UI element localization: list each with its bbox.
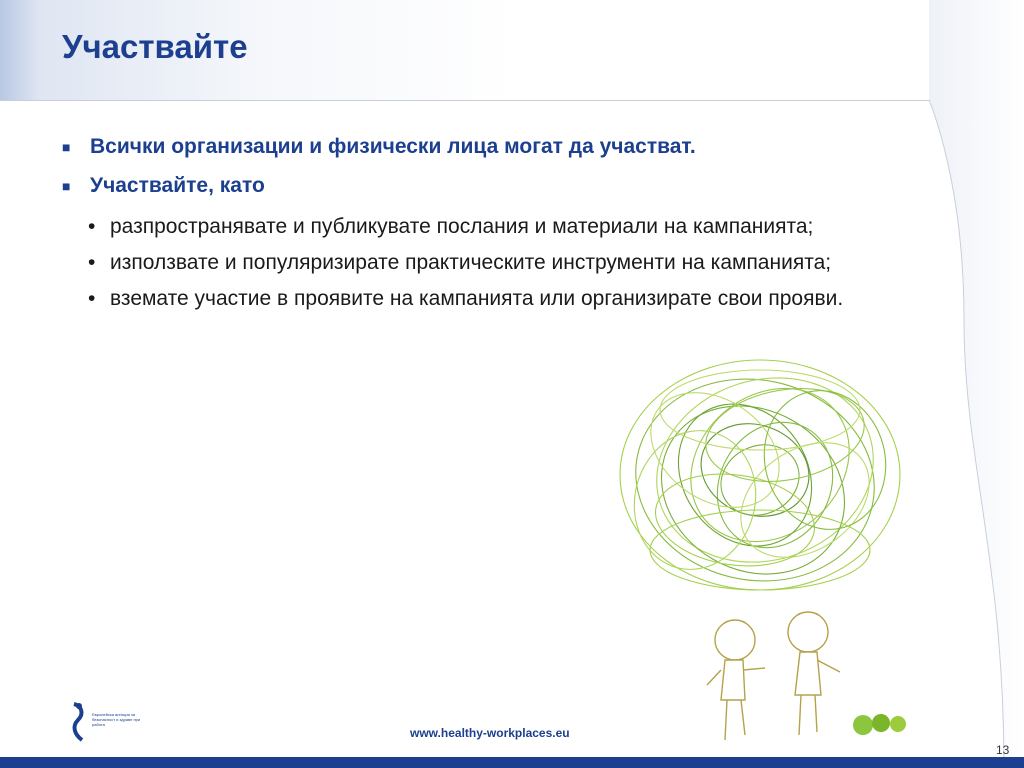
sub-bullet-item — [62, 212, 862, 242]
bullet-text: Участвайте, като — [90, 174, 265, 197]
bullet-item — [62, 134, 862, 160]
page-number: 13 — [996, 743, 1010, 757]
bullet-item — [62, 173, 862, 199]
dot-bullet-icon: • — [88, 215, 96, 238]
footer-url-link[interactable]: www.healthy-workplaces.eu — [410, 726, 570, 740]
right-decorative-panel — [929, 0, 1024, 768]
bullet-text: Всички организации и физически лица могат да участват. — [90, 135, 696, 158]
agency-logo-text: Европейска агенция за безопасност и здраве при работа — [92, 712, 141, 727]
sub-bullet-text: използвате и популяризирате практическите инструменти на кампанията; — [110, 251, 832, 274]
green-scribble-cloud — [617, 350, 901, 606]
children-figures — [707, 612, 840, 740]
slide-title: Участвайте — [62, 28, 248, 65]
bullet-list — [62, 134, 862, 314]
dot-bullet-icon: • — [88, 287, 96, 310]
footer-bar — [0, 757, 1024, 768]
green-balls — [853, 714, 906, 735]
agency-logo-icon — [66, 700, 92, 744]
tangle-illustration — [595, 340, 925, 760]
dot-bullet-icon: • — [88, 251, 96, 274]
sub-bullet-text: вземате участие в проявите на кампанията или организирате свои прояви. — [110, 287, 844, 310]
square-bullet-icon: ■ — [62, 139, 71, 155]
sub-bullet-item — [62, 248, 862, 278]
header-divider — [0, 100, 930, 101]
square-bullet-icon: ■ — [62, 178, 71, 194]
sub-bullet-item — [62, 284, 862, 314]
sub-bullet-text: разпространявате и публикувате послания и материали на кампанията; — [110, 215, 814, 238]
